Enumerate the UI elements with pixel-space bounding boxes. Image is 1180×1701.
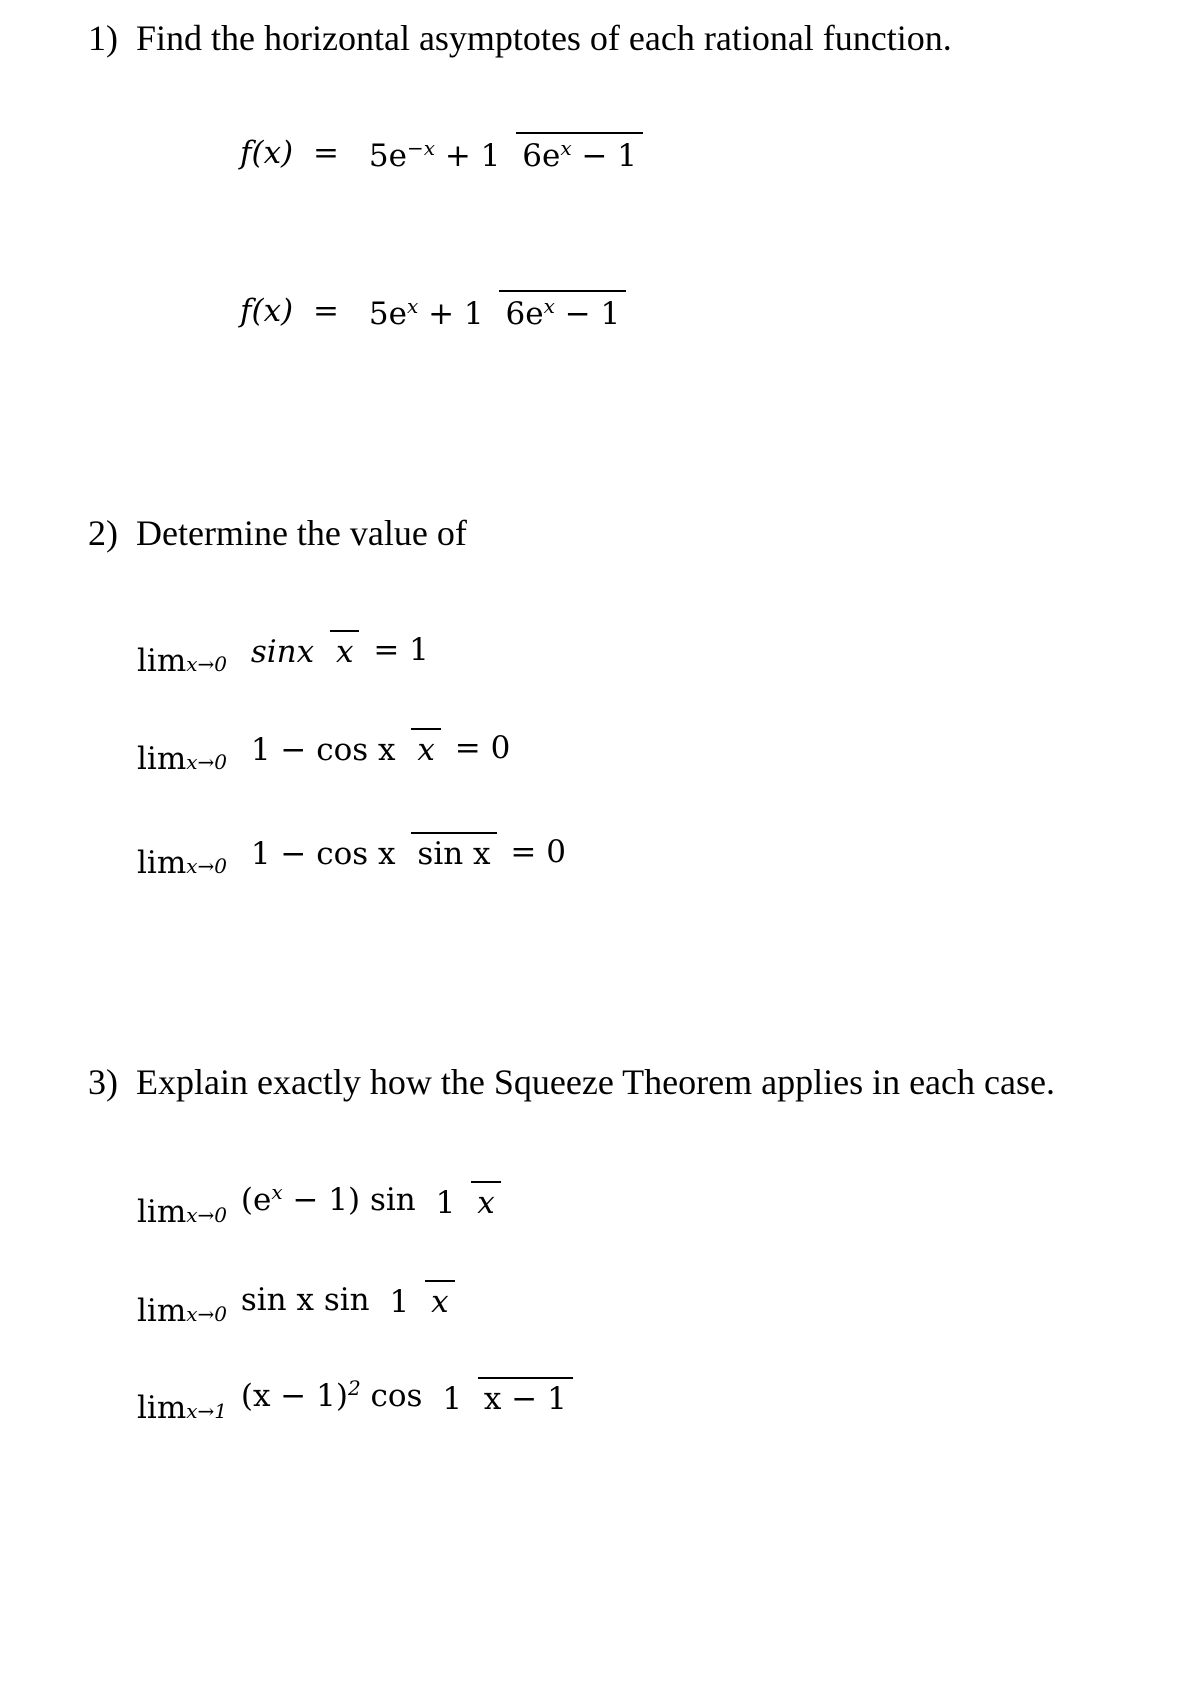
- numerator: sinx: [250, 634, 315, 670]
- limit-value: = 0: [510, 833, 566, 870]
- function-label: f(x): [240, 292, 294, 329]
- limit-operator: limx→0: [137, 1193, 227, 1230]
- fraction: [245, 728, 441, 771]
- function-label: f(x): [240, 134, 294, 171]
- numerator: 5ex + 1: [368, 294, 484, 333]
- denominator: x: [411, 728, 440, 767]
- fraction: [384, 1280, 455, 1323]
- numerator: 1: [389, 1284, 410, 1320]
- numerator: 1 − cos x: [250, 732, 396, 768]
- limit-value: = 1: [373, 631, 429, 668]
- equation-3a: [137, 1180, 505, 1230]
- limit-body: (x − 1)2 cos: [240, 1376, 423, 1415]
- equation-3c: [137, 1376, 577, 1426]
- equation-2b: [137, 728, 511, 778]
- denominator: sin x: [411, 832, 496, 871]
- question-1-heading: 1) Find the horizontal asymptotes of each rational function.: [88, 18, 952, 58]
- limit-value: = 0: [454, 729, 511, 766]
- limit-operator: limx→1: [137, 1389, 227, 1426]
- limit-operator: limx→0: [137, 741, 227, 778]
- fraction: [363, 132, 643, 177]
- question-3-heading: 3) Explain exactly how the Squeeze Theorem applies in each case.: [88, 1062, 1055, 1102]
- fraction: [363, 290, 626, 335]
- limit-operator: limx→0: [137, 845, 227, 882]
- limit-operator: limx→0: [137, 1293, 227, 1330]
- denominator: 6ex − 1: [499, 290, 626, 331]
- fraction: [430, 1181, 501, 1224]
- equation-1a: [240, 132, 647, 177]
- question-2-heading: 2) Determine the value of: [88, 513, 467, 553]
- numerator: 5e−x + 1: [368, 136, 501, 175]
- limit-body: (ex − 1) sin: [240, 1180, 416, 1219]
- fraction: [245, 832, 497, 875]
- denominator: 6ex − 1: [516, 132, 643, 173]
- equation-2c: [137, 832, 566, 882]
- limit-body: sin x sin: [240, 1281, 370, 1318]
- denominator: x: [471, 1181, 500, 1220]
- equals-sign: =: [313, 134, 339, 171]
- fraction: [436, 1377, 572, 1420]
- limit-operator: limx→0: [137, 643, 227, 680]
- denominator: x: [425, 1280, 454, 1319]
- equation-3b: [137, 1280, 459, 1330]
- equation-1b: [240, 290, 630, 335]
- numerator: 1 − cos x: [250, 836, 396, 872]
- equals-sign: =: [313, 292, 339, 329]
- numerator: 1: [442, 1380, 463, 1417]
- equation-2a: [137, 630, 429, 680]
- fraction: [245, 630, 360, 673]
- numerator: 1: [435, 1184, 456, 1221]
- denominator: x: [330, 630, 359, 669]
- denominator: x − 1: [478, 1377, 573, 1416]
